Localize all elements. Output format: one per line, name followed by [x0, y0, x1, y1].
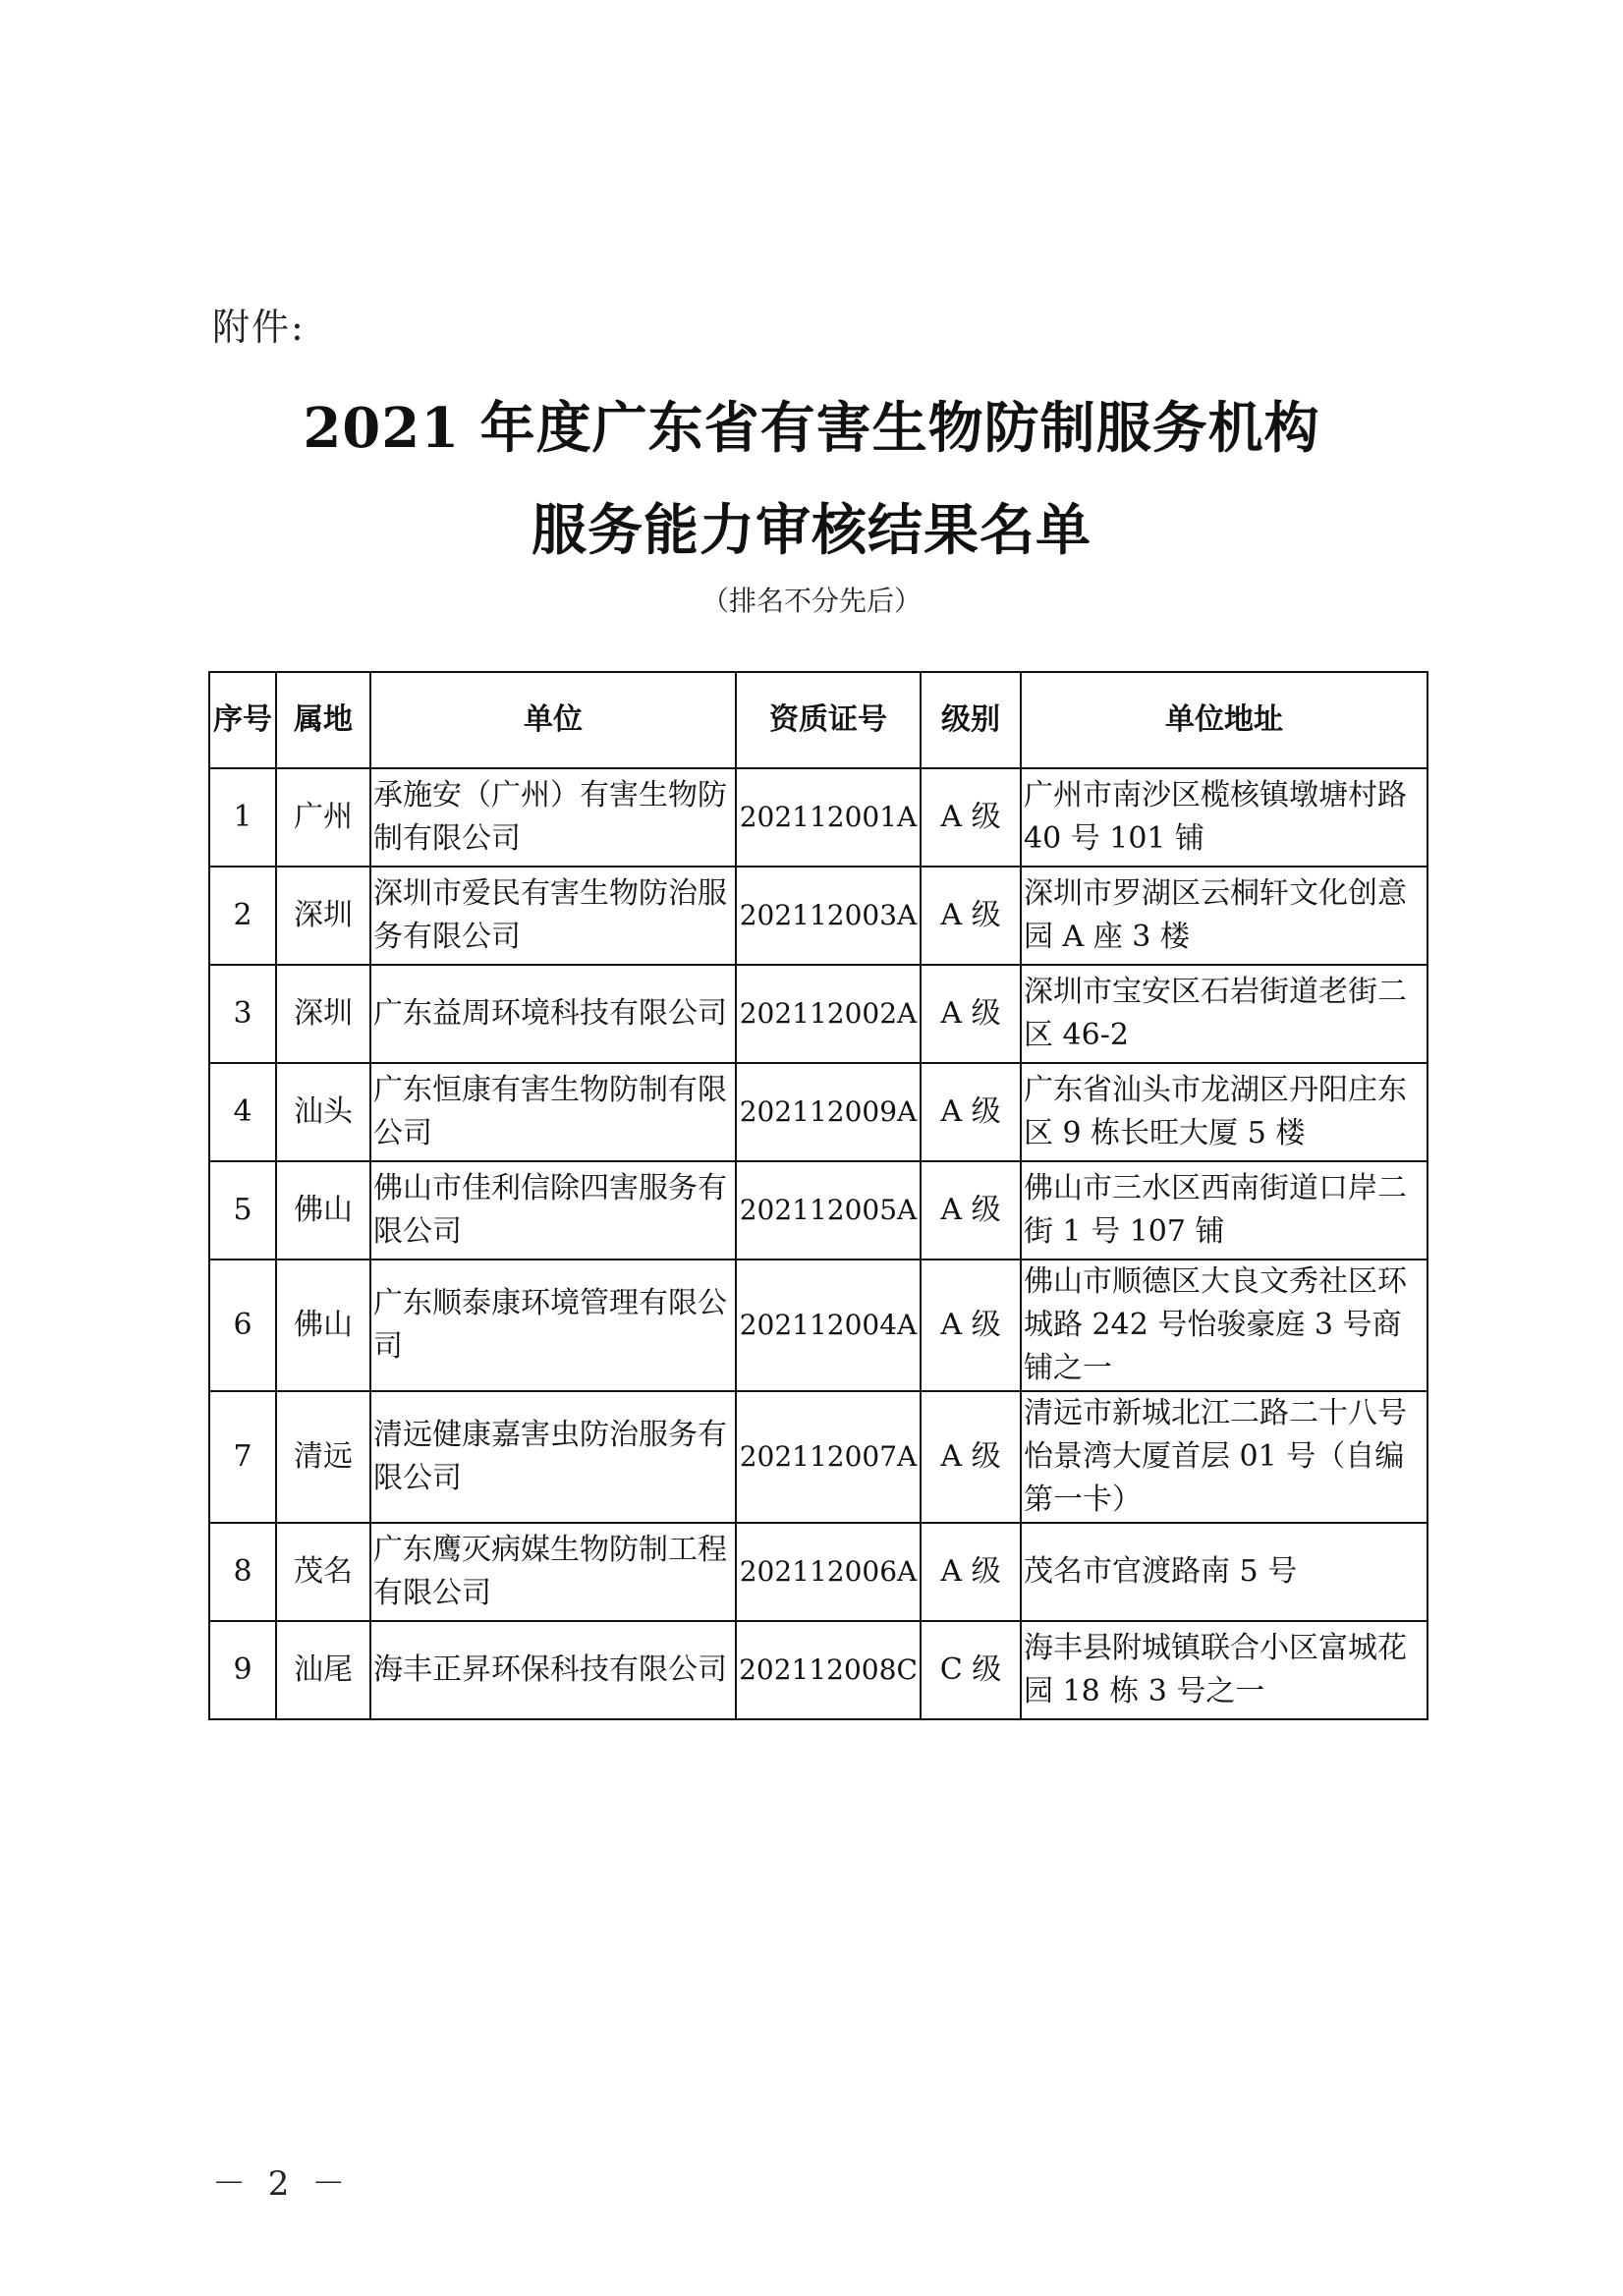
- row-number-cell: 3: [209, 965, 276, 1063]
- row-number-cell: 9: [209, 1621, 276, 1719]
- unit-name-cell: 深圳市爱民有害生物防治服务有限公司: [370, 867, 736, 965]
- address-cell: 广州市南沙区榄核镇墩塘村路 40 号 101 铺: [1021, 768, 1427, 867]
- address-cell: 茂名市官渡路南 5 号: [1021, 1523, 1427, 1621]
- attachment-label: 附件:: [212, 306, 306, 349]
- row-number-cell: 5: [209, 1161, 276, 1260]
- table-row: [209, 1260, 1427, 1391]
- unit-name-cell: 承施安（广州）有害生物防制有限公司: [370, 768, 736, 867]
- region-cell: 广州: [276, 768, 370, 867]
- row-number-cell: 6: [209, 1260, 276, 1391]
- certificate-number-cell: 202112008C: [736, 1621, 921, 1719]
- table-row: [209, 1523, 1427, 1621]
- unit-name-cell: 佛山市佳利信除四害服务有限公司: [370, 1161, 736, 1260]
- certificate-number-cell: 202112009A: [736, 1063, 921, 1161]
- address-cell: 海丰县附城镇联合小区富城花园 18 栋 3 号之一: [1021, 1621, 1427, 1719]
- table-row: [209, 1391, 1427, 1523]
- grade-cell: A 级: [921, 1260, 1021, 1391]
- certificate-number-cell: 202112001A: [736, 768, 921, 867]
- region-cell: 佛山: [276, 1161, 370, 1260]
- column-header: 资质证号: [736, 672, 921, 768]
- grade-cell: A 级: [921, 867, 1021, 965]
- document-subtitle: （排名不分先后）: [700, 585, 922, 617]
- certificate-number-cell: 202112004A: [736, 1260, 921, 1391]
- row-number-cell: 8: [209, 1523, 276, 1621]
- row-number-cell: 4: [209, 1063, 276, 1161]
- certificate-number-cell: 202112003A: [736, 867, 921, 965]
- row-number-cell: 1: [209, 768, 276, 867]
- region-cell: 深圳: [276, 965, 370, 1063]
- grade-cell: A 级: [921, 965, 1021, 1063]
- address-cell: 广东省汕头市龙湖区丹阳庄东区 9 栋长旺大厦 5 楼: [1021, 1063, 1427, 1161]
- grade-cell: C 级: [921, 1621, 1021, 1719]
- table-header-row: [209, 672, 1427, 768]
- document-title-line-2: 服务能力审核结果名单: [532, 498, 1091, 563]
- certificate-number-cell: 202112007A: [736, 1391, 921, 1523]
- table-row: [209, 867, 1427, 965]
- region-cell: 汕尾: [276, 1621, 370, 1719]
- region-cell: 茂名: [276, 1523, 370, 1621]
- results-table: [208, 671, 1428, 1720]
- column-header: 单位: [370, 672, 736, 768]
- region-cell: 深圳: [276, 867, 370, 965]
- column-header: 单位地址: [1021, 672, 1427, 768]
- unit-name-cell: 广东鹰灭病媒生物防制工程有限公司: [370, 1523, 736, 1621]
- certificate-number-cell: 202112005A: [736, 1161, 921, 1260]
- address-cell: 清远市新城北江二路二十八号怡景湾大厦首层 01 号（自编第一卡）: [1021, 1391, 1427, 1523]
- column-header: 属地: [276, 672, 370, 768]
- region-cell: 佛山: [276, 1260, 370, 1391]
- unit-name-cell: 海丰正昇环保科技有限公司: [370, 1621, 736, 1719]
- document-title-line-1: 2021 年度广东省有害生物防制服务机构: [303, 396, 1320, 461]
- row-number-cell: 7: [209, 1391, 276, 1523]
- table-row: [209, 768, 1427, 867]
- grade-cell: A 级: [921, 1391, 1021, 1523]
- unit-name-cell: 广东益周环境科技有限公司: [370, 965, 736, 1063]
- results-table-container: [208, 671, 1427, 1720]
- unit-name-cell: 广东顺泰康环境管理有限公司: [370, 1260, 736, 1391]
- table-row: [209, 1063, 1427, 1161]
- column-header: 级别: [921, 672, 1021, 768]
- certificate-number-cell: 202112002A: [736, 965, 921, 1063]
- address-cell: 佛山市三水区西南街道口岸二街 1 号 107 铺: [1021, 1161, 1427, 1260]
- unit-name-cell: 清远健康嘉害虫防治服务有限公司: [370, 1391, 736, 1523]
- region-cell: 清远: [276, 1391, 370, 1523]
- region-cell: 汕头: [276, 1063, 370, 1161]
- table-row: [209, 965, 1427, 1063]
- unit-name-cell: 广东恒康有害生物防制有限公司: [370, 1063, 736, 1161]
- grade-cell: A 级: [921, 1523, 1021, 1621]
- row-number-cell: 2: [209, 867, 276, 965]
- address-cell: 深圳市罗湖区云桐轩文化创意园 A 座 3 楼: [1021, 867, 1427, 965]
- grade-cell: A 级: [921, 768, 1021, 867]
- grade-cell: A 级: [921, 1161, 1021, 1260]
- grade-cell: A 级: [921, 1063, 1021, 1161]
- certificate-number-cell: 202112006A: [736, 1523, 921, 1621]
- address-cell: 佛山市顺德区大良文秀社区环城路 242 号怡骏豪庭 3 号商铺之一: [1021, 1260, 1427, 1391]
- address-cell: 深圳市宝安区石岩街道老街二区 46-2: [1021, 965, 1427, 1063]
- table-row: [209, 1621, 1427, 1719]
- table-row: [209, 1161, 1427, 1260]
- column-header: 序号: [209, 672, 276, 768]
- page-number: － 2 －: [212, 2164, 352, 2204]
